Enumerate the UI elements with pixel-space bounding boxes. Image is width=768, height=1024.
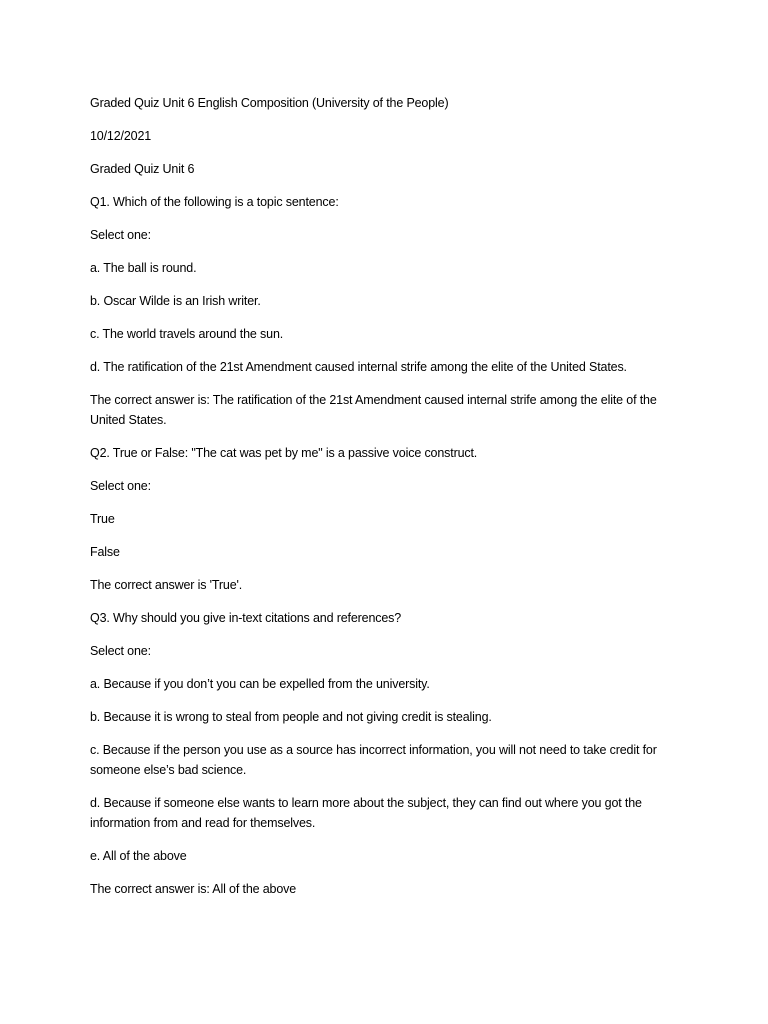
q3-option-d: d. Because if someone else wants to learn more about the subject, they can find out where you got the information from and read for themselves.: [90, 796, 642, 830]
select-one-label: Select one:: [90, 228, 151, 242]
question-3: Q3. Why should you give in-text citations and references?: [90, 611, 402, 625]
q1-correct-answer: The correct answer is: The ratification of the 21st Amendment caused internal strife among the elite of the United States.: [90, 393, 657, 427]
select-one-label: Select one:: [90, 644, 151, 658]
q1-option-c: c. The world travels around the sun.: [90, 327, 284, 341]
q2-correct-answer: The correct answer is 'True'.: [90, 578, 243, 592]
q3-option-a: a. Because if you don’t you can be expelled from the university.: [90, 677, 430, 691]
document-body: [90, 93, 680, 912]
question-1: Q1. Which of the following is a topic sentence:: [90, 195, 339, 209]
q1-option-d: d. The ratification of the 21st Amendment caused internal strife among the elite of the United States.: [90, 360, 627, 374]
q1-option-b: b. Oscar Wilde is an Irish writer.: [90, 294, 261, 308]
q2-option-true: True: [90, 512, 115, 526]
select-one-label: Select one:: [90, 479, 151, 493]
q2-option-false: False: [90, 545, 120, 559]
q3-option-b: b. Because it is wrong to steal from people and not giving credit is stealing.: [90, 710, 492, 724]
q3-correct-answer: The correct answer is: All of the above: [90, 882, 297, 896]
quiz-heading: Graded Quiz Unit 6: [90, 162, 195, 176]
q3-option-c: c. Because if the person you use as a source has incorrect information, you will not need to take credit for someone else’s bad science.: [90, 743, 657, 777]
document-date: 10/12/2021: [90, 129, 152, 143]
q3-option-e: e. All of the above: [90, 849, 187, 863]
q1-option-a: a. The ball is round.: [90, 261, 197, 275]
document-title: Graded Quiz Unit 6 English Composition (University of the People): [90, 96, 449, 110]
question-2: Q2. True or False: "The cat was pet by me" is a passive voice construct.: [90, 446, 478, 460]
